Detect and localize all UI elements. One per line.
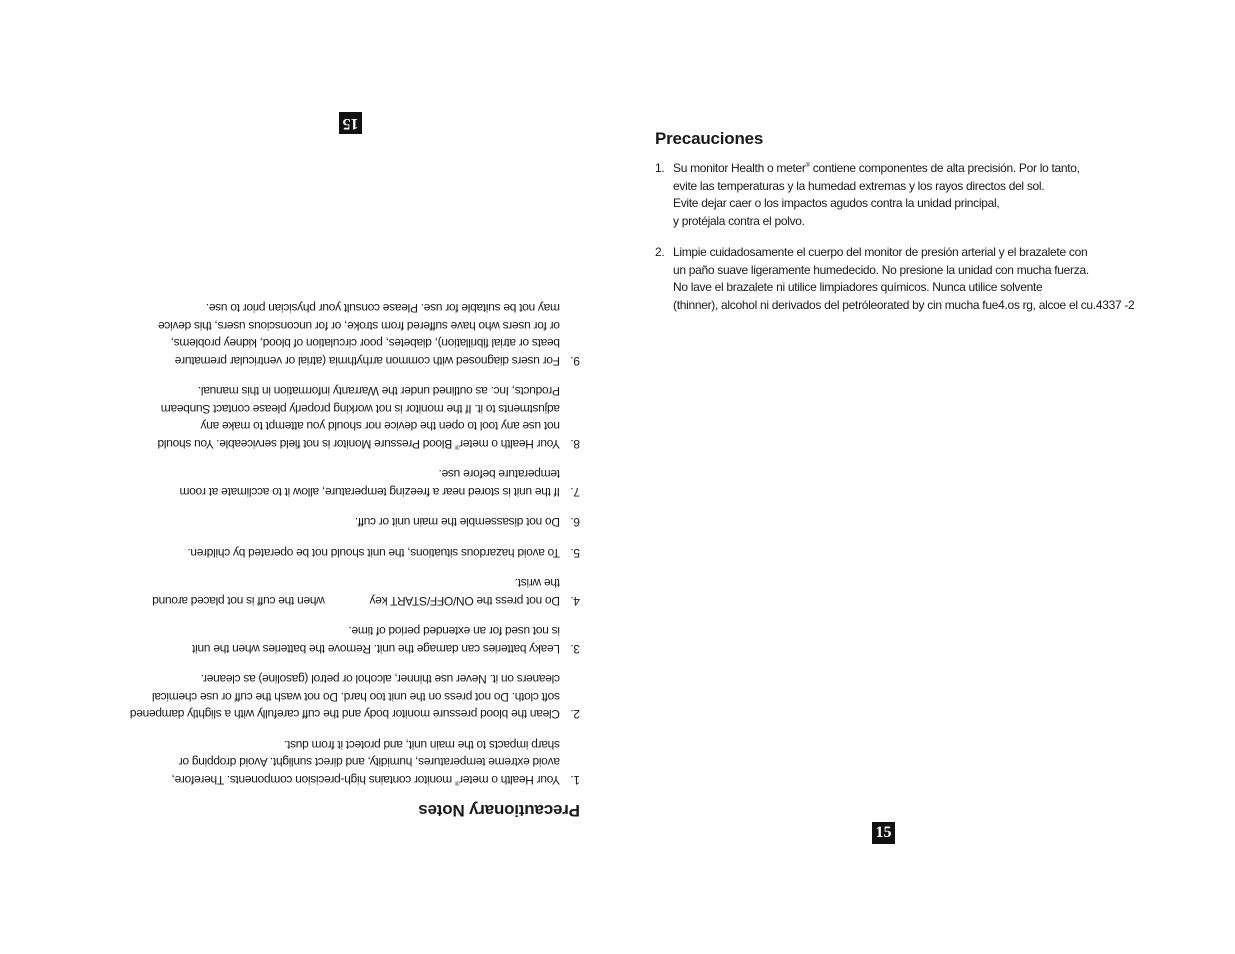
item-line: y protéjala contra el polvo.: [673, 213, 805, 228]
item-line: Leaky batteries can damage the unit. Remove the batteries when the unit: [192, 642, 560, 656]
item-line: For users diagnosed with common arrhythmia (atrial or ventricular premature: [175, 354, 560, 368]
item-line: (thinner), alcohol ni derivados del petróleorated by cin mucha fue4.os rg, alcoe el cu.4337 -2: [673, 297, 1135, 312]
item-number: 4.: [570, 594, 580, 608]
item-line: Do not disassemble the main unit or cuff.: [355, 515, 560, 530]
item-number: 5.: [570, 546, 580, 560]
item-line: evite las temperaturas y la humedad extremas y los rayos directos del sol.: [673, 178, 1045, 193]
list-item: [110, 299, 580, 369]
item-number: 6.: [570, 515, 580, 530]
item-number: 8.: [570, 437, 580, 451]
item-line: cleaners on it. Never use thinner, alcohol or petrol (gasoline) as cleaner.: [200, 672, 560, 687]
item-line: To avoid hazardous situations, the unit should not be operated by children.: [187, 546, 560, 560]
item-line: Products, Inc. as outlined under the Warranty information in this manual.: [198, 384, 560, 399]
item-line: the wrist.: [514, 576, 560, 591]
item-line: adjustments to it. If the monitor is not working properly please contact Sunbeam: [161, 402, 560, 416]
item-line: soft cloth. Do not press on the unit too hard. Do not wash the cuff or use chemical: [152, 690, 560, 704]
item-line: is not used for an extended period of time.: [348, 624, 560, 639]
item-line: temperature before use.: [438, 467, 560, 482]
registered-mark: ®: [455, 443, 460, 449]
item-line: If the unit is stored near a freezing temperature, allow it to acclimate at room: [179, 485, 560, 499]
item-line: or for users who have suffered from stroke, or for unconscious users, this device: [158, 319, 560, 333]
item-line: Your Health o meter® monitor contains high-precision components. Therefore,: [171, 773, 560, 787]
list-item: [110, 622, 580, 657]
list-item: [110, 736, 580, 789]
page-title-spanish: Precauciones: [655, 129, 764, 148]
list-item: [110, 574, 580, 609]
list-item: [110, 513, 580, 531]
item-line: beats or atrial fibrillation), diabetes, poor circulation of blood, kidney problems,: [170, 336, 560, 351]
list-item: [110, 670, 580, 723]
item-line: Your Health o meter® Blood Pressure Monitor is not field serviceable. You should: [157, 437, 560, 451]
item-line: Clean the blood pressure monitor body and the cuff carefully with a slightly dampened: [130, 707, 560, 722]
item-number: 1.: [570, 773, 580, 787]
precaution-list: [110, 299, 580, 788]
item-line: sharp impacts to the main unit, and protect it from dust.: [284, 738, 560, 752]
list-item: [110, 382, 580, 452]
item-number: 2.: [570, 707, 580, 722]
list-item: [110, 465, 580, 500]
item-number: 2.: [655, 245, 665, 259]
item-line: Evite dejar caer o los impactos agudos contra la unidad principal,: [673, 196, 1000, 210]
list-item: [110, 544, 580, 562]
item-line: avoid extreme temperatures, humidity, and direct sunlight. Avoid dropping or: [179, 755, 560, 770]
page-number-badge-rotated: 15: [339, 112, 362, 134]
item-line: Do not press the ON/OFF/START keywhen the cuff is not placed around: [152, 594, 560, 608]
list-item: [655, 160, 1152, 230]
item-number: 3.: [570, 642, 580, 656]
item-line: not use any tool to open the device nor should you attempt to make any: [200, 419, 560, 434]
item-number: 7.: [570, 485, 580, 499]
registered-mark: ®: [805, 163, 810, 169]
precautionary-notes-page: [40, 290, 580, 820]
page-title: Precautionary Notes: [418, 801, 580, 820]
page-number-badge: 15: [872, 822, 895, 844]
item-line: un paño suave ligeramente humedecido. No presione la unidad con mucha fuerza.: [673, 262, 1089, 277]
item-line: Su monitor Health o meter® contiene componentes de alta precisión. Por lo tanto,: [673, 161, 1080, 175]
item-line: Limpie cuidadosamente el cuerpo del monitor de presión arterial y el brazalete con: [673, 245, 1088, 259]
item-line: No lave el brazalete ni utilice limpiadores químicos. Nunca utilice solvente: [673, 280, 1043, 294]
precauciones-list: [655, 160, 1152, 314]
item-line: may not be suitable for use. Please consult your physician prior to use.: [206, 301, 560, 316]
item-number: 1.: [655, 161, 665, 175]
item-number: 9.: [570, 354, 580, 368]
registered-mark: ®: [455, 779, 460, 785]
list-item: [655, 244, 1152, 314]
